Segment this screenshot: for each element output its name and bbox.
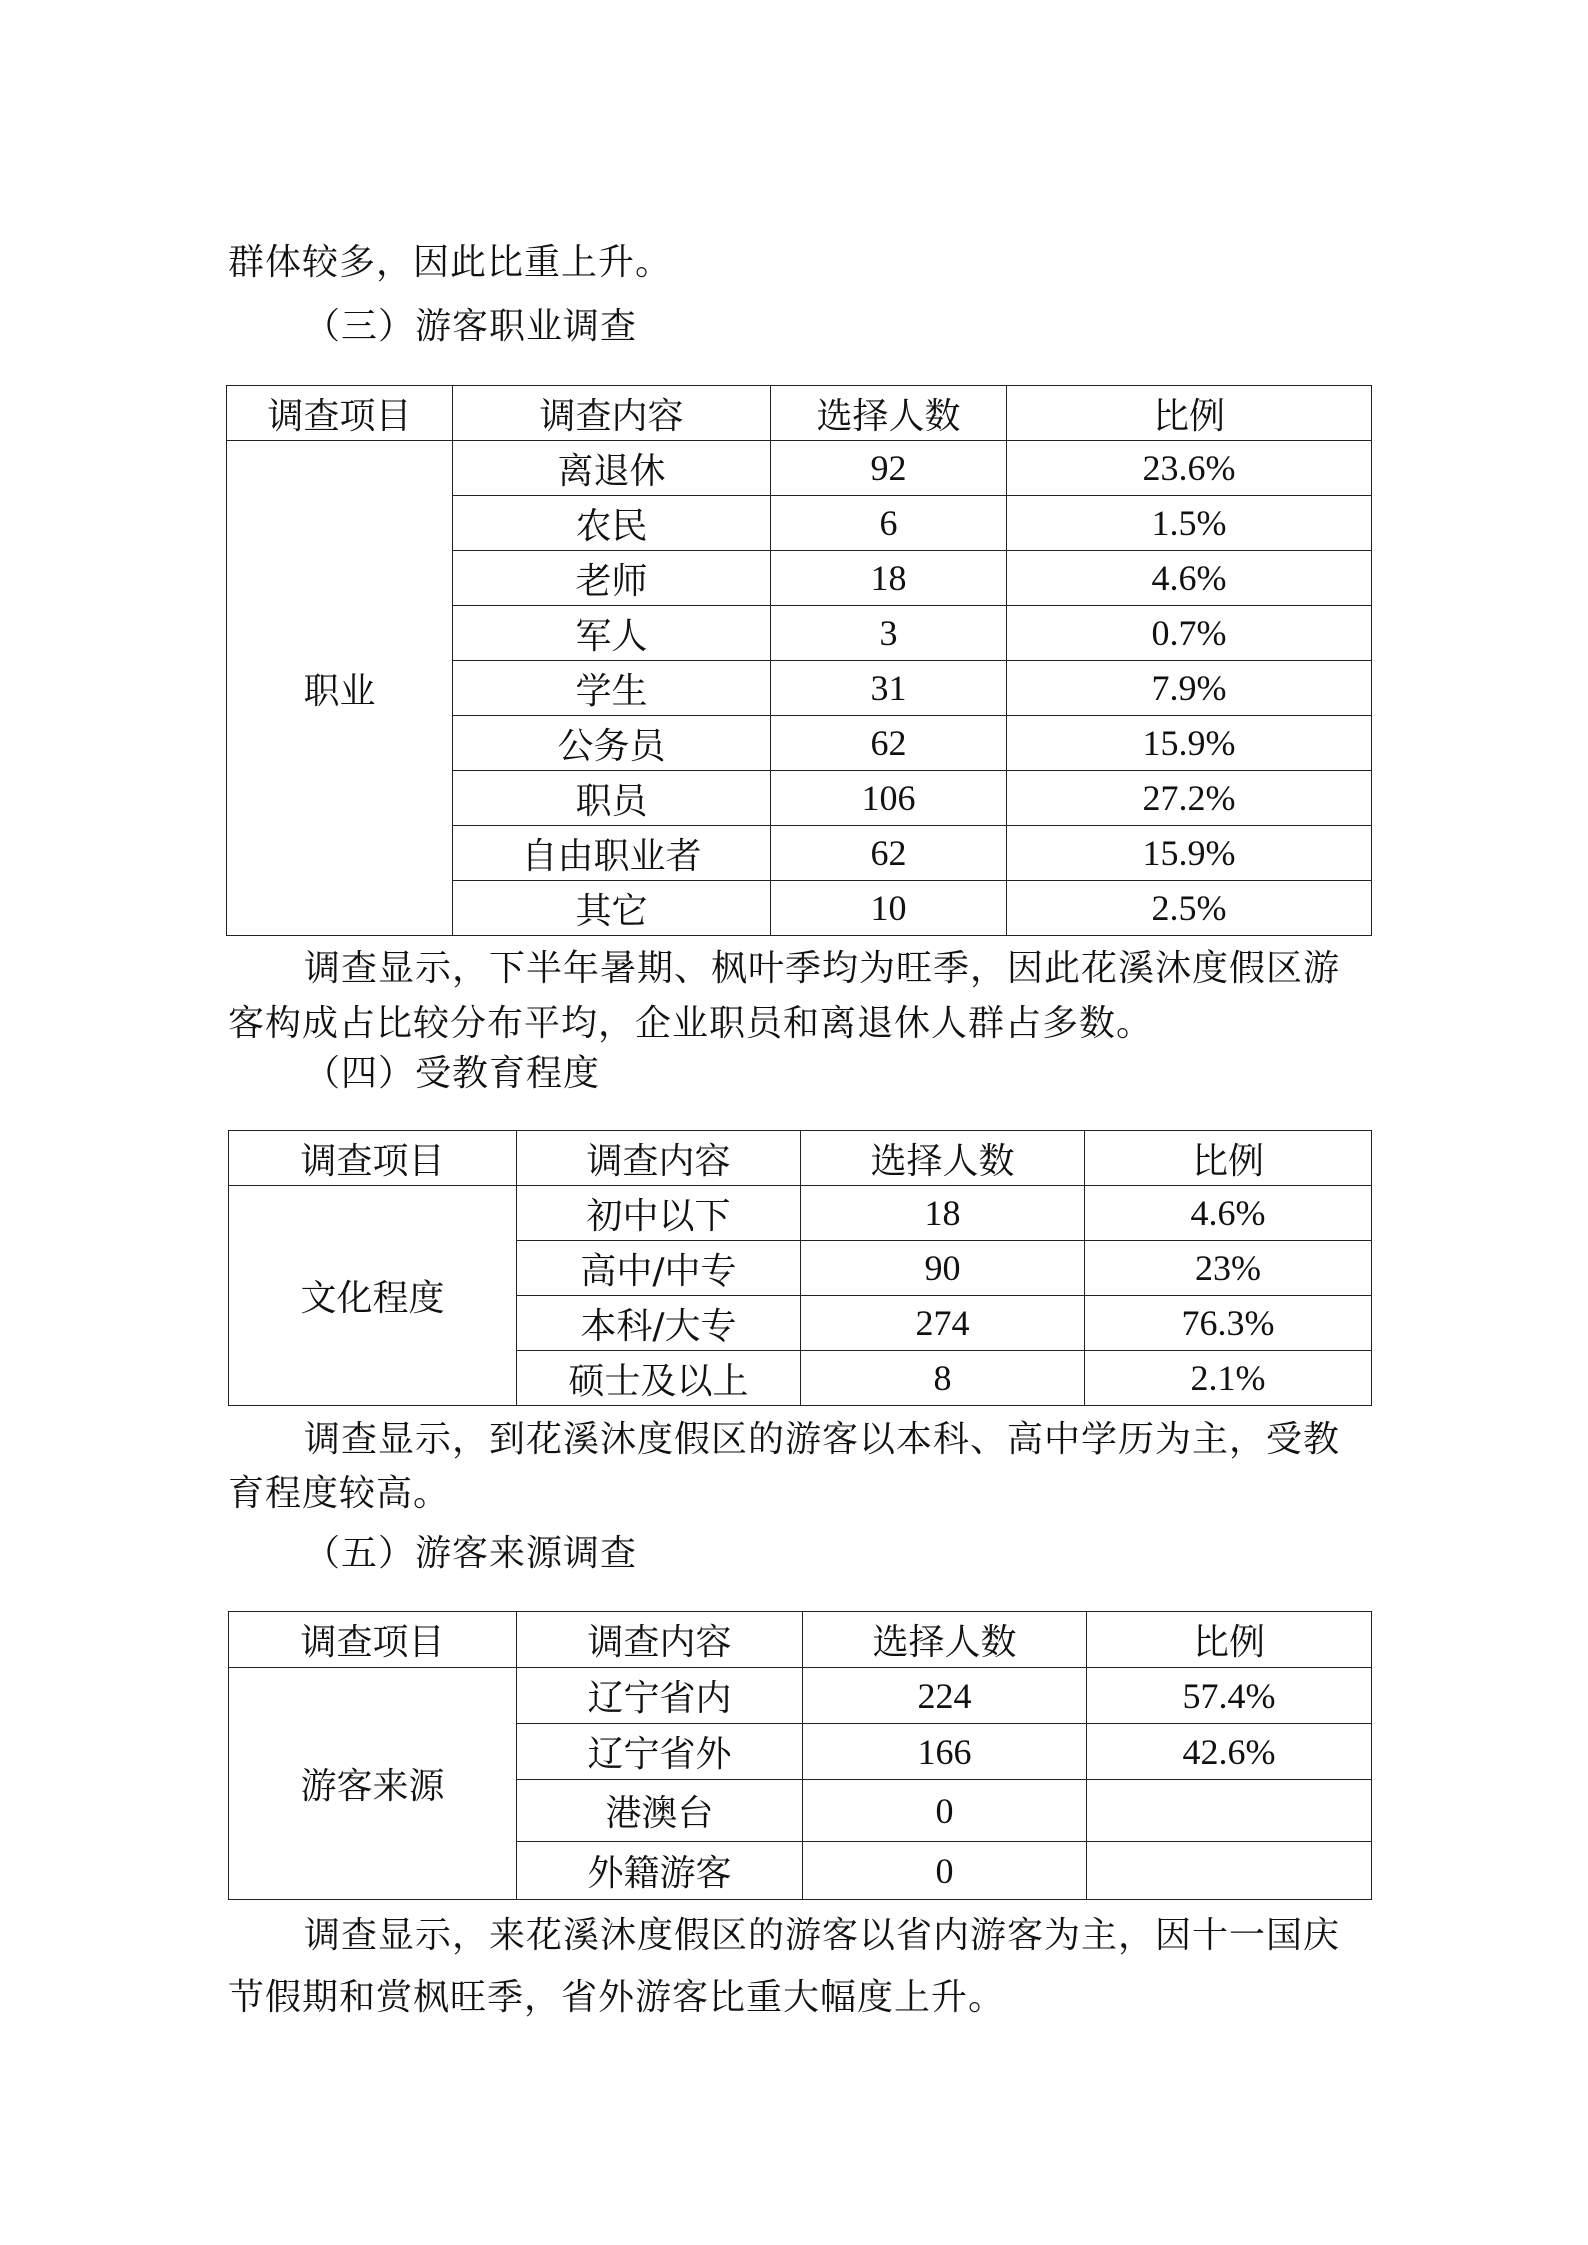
ratio-cell: 2.5% <box>1007 881 1372 936</box>
content-cell: 公务员 <box>453 716 771 771</box>
ratio-cell: 23% <box>1085 1241 1372 1296</box>
header-ratio: 比例 <box>1007 386 1372 441</box>
header-ratio: 比例 <box>1087 1612 1372 1668</box>
header-survey-item: 调查项目 <box>229 1131 517 1186</box>
ratio-cell: 42.6% <box>1087 1724 1372 1780</box>
count-cell: 62 <box>771 716 1007 771</box>
table-row <box>227 441 1372 496</box>
header-survey-item: 调查项目 <box>227 386 453 441</box>
category-cell: 职业 <box>227 441 453 936</box>
count-cell: 18 <box>801 1186 1085 1241</box>
education-table <box>228 1130 1372 1406</box>
occupation-table <box>226 385 1372 936</box>
content-cell: 外籍游客 <box>517 1842 803 1900</box>
section3-summary-line1: 调查显示，下半年暑期、枫叶季均为旺季，因此花溪沐度假区游 <box>304 948 1341 989</box>
content-cell: 港澳台 <box>517 1780 803 1842</box>
count-cell: 0 <box>803 1842 1087 1900</box>
origin-table <box>228 1611 1372 1900</box>
count-cell: 8 <box>801 1351 1085 1406</box>
ratio-cell: 15.9% <box>1007 716 1372 771</box>
intro-line: 群体较多，因此比重上升。 <box>228 242 673 283</box>
header-count: 选择人数 <box>801 1131 1085 1186</box>
ratio-cell: 76.3% <box>1085 1296 1372 1351</box>
count-cell: 90 <box>801 1241 1085 1296</box>
section3-heading: （三）游客职业调查 <box>304 306 638 347</box>
count-cell: 166 <box>803 1724 1087 1780</box>
count-cell: 62 <box>771 826 1007 881</box>
table-header-row <box>229 1612 1372 1668</box>
content-cell: 学生 <box>453 661 771 716</box>
section4-heading: （四）受教育程度 <box>304 1053 601 1094</box>
section5-summary-line2: 节假期和赏枫旺季，省外游客比重大幅度上升。 <box>228 1977 1006 2018</box>
category-cell: 文化程度 <box>229 1186 517 1406</box>
ratio-cell: 2.1% <box>1085 1351 1372 1406</box>
ratio-cell: 57.4% <box>1087 1668 1372 1724</box>
content-cell: 其它 <box>453 881 771 936</box>
count-cell: 224 <box>803 1668 1087 1724</box>
count-cell: 18 <box>771 551 1007 606</box>
header-survey-content: 调查内容 <box>517 1131 801 1186</box>
header-ratio: 比例 <box>1085 1131 1372 1186</box>
content-cell: 硕士及以上 <box>517 1351 801 1406</box>
content-cell: 高中/中专 <box>517 1241 801 1296</box>
count-cell: 3 <box>771 606 1007 661</box>
content-cell: 离退休 <box>453 441 771 496</box>
section3-summary-line2: 客构成占比较分布平均，企业职员和离退休人群占多数。 <box>228 1003 1154 1044</box>
count-cell: 106 <box>771 771 1007 826</box>
content-cell: 自由职业者 <box>453 826 771 881</box>
count-cell: 31 <box>771 661 1007 716</box>
ratio-cell <box>1087 1780 1372 1842</box>
content-cell: 军人 <box>453 606 771 661</box>
content-cell: 老师 <box>453 551 771 606</box>
header-survey-content: 调查内容 <box>453 386 771 441</box>
count-cell: 6 <box>771 496 1007 551</box>
header-survey-content: 调查内容 <box>517 1612 803 1668</box>
table-header-row <box>229 1131 1372 1186</box>
ratio-cell: 23.6% <box>1007 441 1372 496</box>
header-survey-item: 调查项目 <box>229 1612 517 1668</box>
table-row <box>229 1186 1372 1241</box>
count-cell: 10 <box>771 881 1007 936</box>
ratio-cell: 4.6% <box>1085 1186 1372 1241</box>
content-cell: 农民 <box>453 496 771 551</box>
ratio-cell: 15.9% <box>1007 826 1372 881</box>
content-cell: 初中以下 <box>517 1186 801 1241</box>
content-cell: 辽宁省内 <box>517 1668 803 1724</box>
section5-heading: （五）游客来源调查 <box>304 1533 638 1574</box>
content-cell: 辽宁省外 <box>517 1724 803 1780</box>
count-cell: 92 <box>771 441 1007 496</box>
section4-summary-line1: 调查显示，到花溪沐度假区的游客以本科、高中学历为主，受教 <box>304 1419 1341 1460</box>
category-cell: 游客来源 <box>229 1668 517 1900</box>
header-count: 选择人数 <box>803 1612 1087 1668</box>
table-row <box>229 1668 1372 1724</box>
ratio-cell: 4.6% <box>1007 551 1372 606</box>
table-header-row <box>227 386 1372 441</box>
content-cell: 职员 <box>453 771 771 826</box>
ratio-cell: 1.5% <box>1007 496 1372 551</box>
content-cell: 本科/大专 <box>517 1296 801 1351</box>
header-count: 选择人数 <box>771 386 1007 441</box>
ratio-cell: 7.9% <box>1007 661 1372 716</box>
ratio-cell: 0.7% <box>1007 606 1372 661</box>
ratio-cell <box>1087 1842 1372 1900</box>
count-cell: 274 <box>801 1296 1085 1351</box>
section4-summary-line2: 育程度较高。 <box>228 1473 451 1514</box>
ratio-cell: 27.2% <box>1007 771 1372 826</box>
count-cell: 0 <box>803 1780 1087 1842</box>
section5-summary-line1: 调查显示，来花溪沐度假区的游客以省内游客为主，因十一国庆 <box>304 1915 1341 1956</box>
